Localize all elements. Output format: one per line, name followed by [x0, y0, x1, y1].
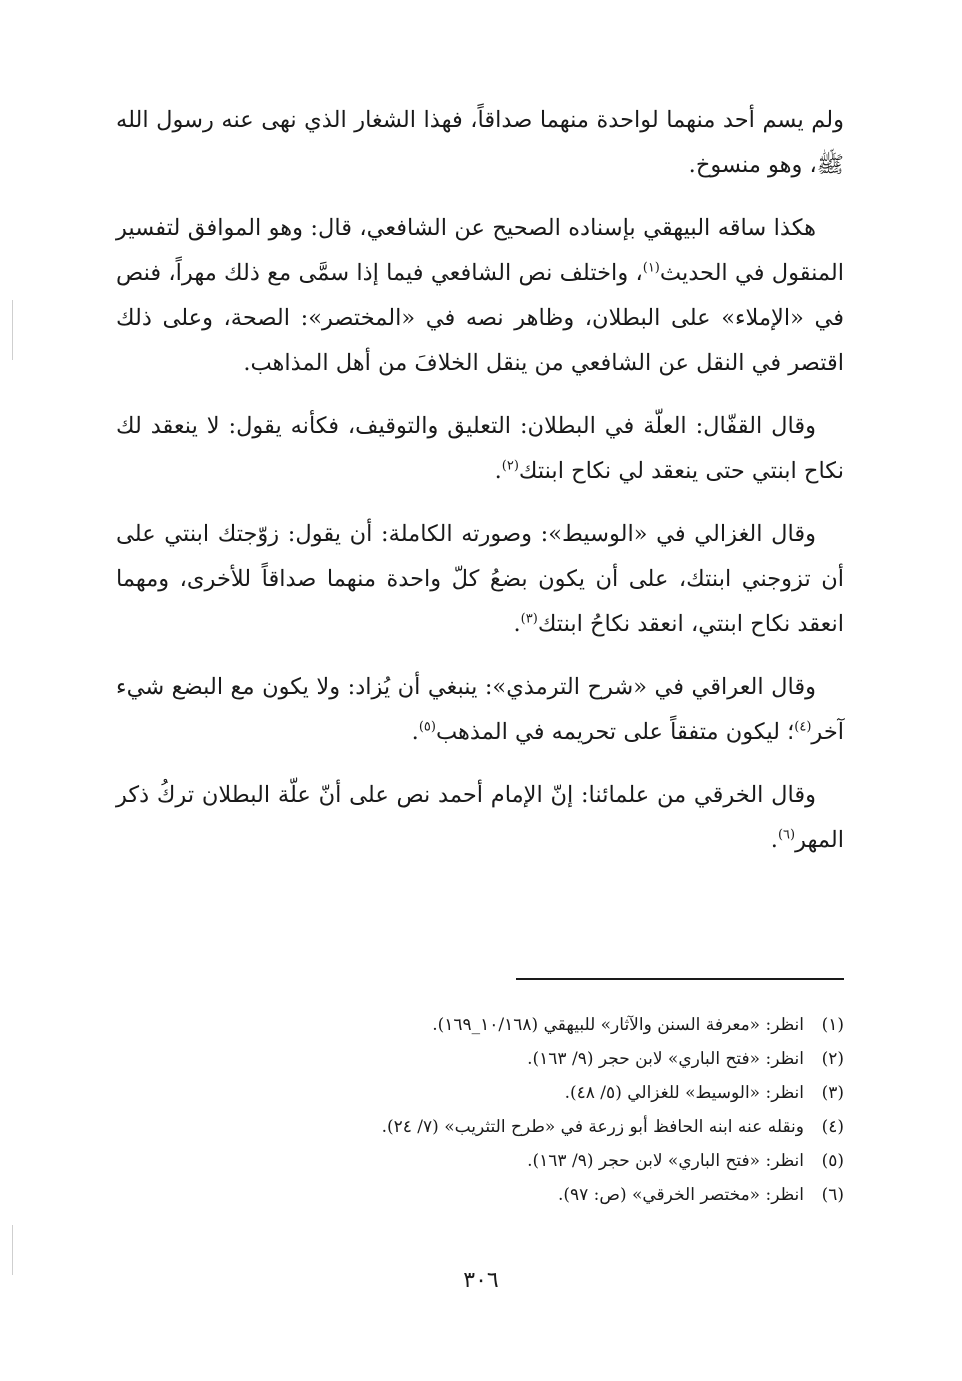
footnote-reference: (١): [642, 260, 660, 276]
footnote: [116, 1178, 844, 1212]
footnote: [116, 1076, 844, 1110]
scan-edge-mark: [12, 300, 13, 360]
footnote-number: (٣): [821, 1083, 844, 1103]
footnote-separator: [516, 978, 844, 980]
paragraph-text: هكذا ساقه البيهقي بإسناده الصحيح عن الشافعي، قال: وهو الموافق لتفسير المنقول في الحديث: [116, 215, 844, 286]
footnote-text: انظر: «معرفة السنن والآثار» للبيهقي (١٠/١٦٨_١٦٩).: [432, 1015, 804, 1035]
footnote-reference: (٥): [418, 719, 436, 735]
footnote-number: (٦): [821, 1185, 844, 1205]
paragraph: [116, 665, 844, 755]
footnote-text: انظر: «الوسيط» للغزالي (٥/ ٤٨).: [564, 1083, 804, 1103]
footnote-reference: (٣): [520, 611, 538, 627]
paragraph-text: .: [513, 611, 521, 637]
paragraph-text: ولم يسم أحد منهما لواحدة منهما صداقاً، فهذا الشغار الذي نهى عنه رسول الله ﷺ، وهو منسوخ.: [116, 107, 844, 178]
paragraph-text: .: [494, 458, 502, 484]
paragraph: [116, 404, 844, 494]
footnote: [116, 1008, 844, 1042]
footnote-reference: (٦): [777, 827, 796, 843]
footnote-number: (٢): [821, 1049, 844, 1069]
footnote-number: (١): [821, 1015, 844, 1035]
footnote-reference: (٤): [794, 719, 812, 735]
footnote-text: انظر: «فتح الباري» لابن حجر (٩/ ١٦٣).: [527, 1151, 804, 1171]
paragraph-text: وقال الغزالي في «الوسيط»: وصورته الكاملة: أن يقول: زوّجتك ابنتي على أن تزوجني ابنتك، على أن يكون بضعُ كلّ واحدة منهما صداقاً للأخرى، ومهما انعقد نكاح ابنتي، انعقد نكاحُ ابنتك: [116, 521, 844, 637]
paragraph-text: ؛ ليكون متفقاً على تحريمه في المذهب: [435, 719, 795, 745]
paragraph-text: وقال العراقي في «شرح الترمذي»: ينبغي أن يُزاد: ولا يكون مع البضع شيء آخر: [116, 674, 844, 745]
footnote-text: انظر: «فتح الباري» لابن حجر (٩/ ١٦٣).: [527, 1049, 804, 1069]
paragraph-text: ، واختلف نص الشافعي فيما إذا سمَّى مع ذلك مهراً، فنص في «الإملاء» على البطلان، وظاهر نصه في «المختصر»: الصحة، وعلى ذلك اقتصر في النقل عن الشافعي من ينقل الخلافَ من أهل المذاهب.: [116, 260, 844, 376]
paragraph-text: وقال الخرقي من علمائنا: إنّ الإمام أحمد نص على أنّ علّة البطلان تركُ ذكر المهر: [116, 782, 844, 853]
paragraph: [116, 773, 844, 863]
footnote: [116, 1110, 844, 1144]
paragraph: [116, 206, 844, 386]
page-number: ٣٠٦: [463, 1268, 499, 1293]
paragraph-text: .: [411, 719, 419, 745]
paragraph-text: .: [770, 827, 778, 853]
footnote-number: (٤): [821, 1117, 844, 1137]
paragraph: [116, 98, 844, 188]
footnote-text: ونقله عنه ابنه الحافظ أبو زرعة في «طرح التثريب» (٧/ ٢٤).: [381, 1117, 804, 1137]
paragraph-text: وقال القفّال: العلّة في البطلان: التعليق والتوقيف، فكأنه يقول: لا ينعقد لك نكاح ابنتي حتى ينعقد لي نكاح ابنتك: [116, 413, 844, 484]
main-text: [116, 98, 844, 881]
paragraph: [116, 512, 844, 647]
footnote-number: (٥): [821, 1151, 844, 1171]
footnote-reference: (٢): [501, 458, 519, 474]
footnotes-list: [116, 1008, 844, 1212]
footnote: [116, 1042, 844, 1076]
footnote: [116, 1144, 844, 1178]
footnote-text: انظر: «مختصر الخرقي» (ص: ٩٧).: [557, 1185, 804, 1205]
